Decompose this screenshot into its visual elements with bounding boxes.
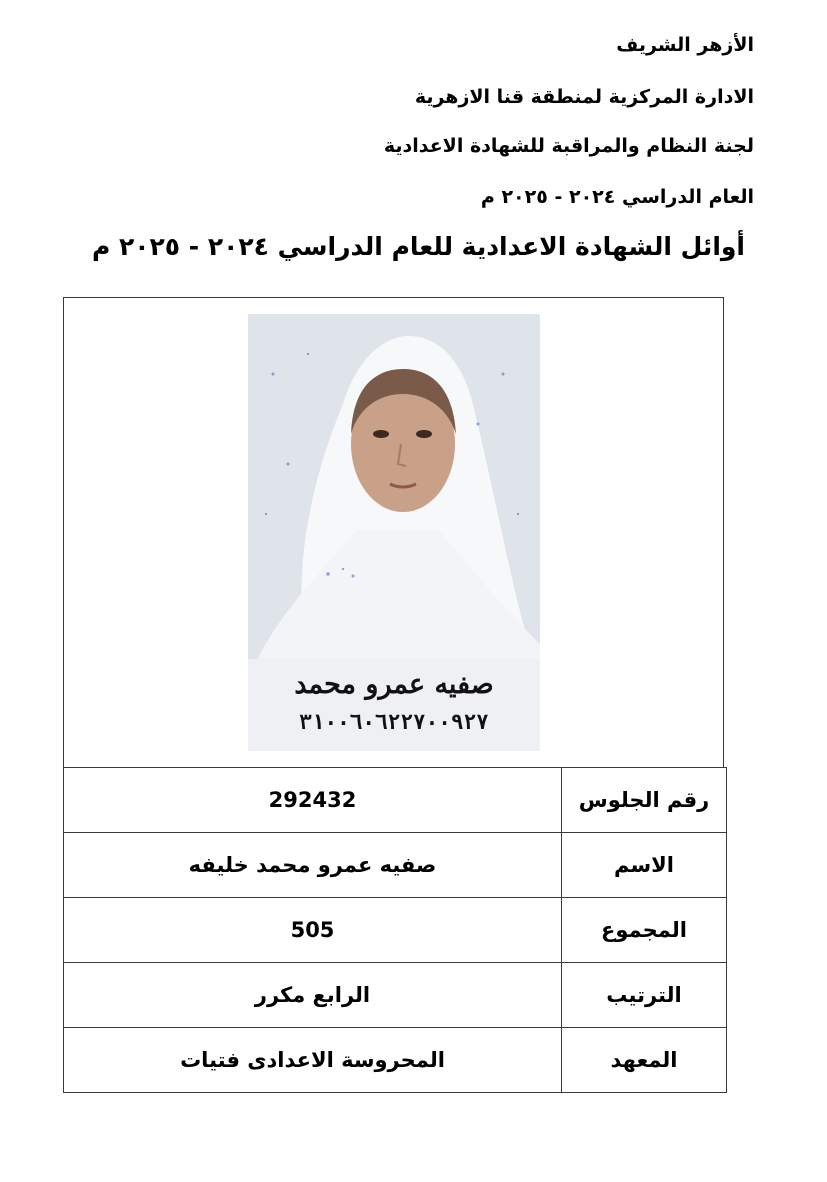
photo-caption-name: صفيه عمرو محمد — [294, 669, 494, 700]
total-label: المجموع — [562, 898, 727, 963]
table-row-institute — [64, 1028, 727, 1093]
header-administration: الادارة المركزية لمنطقة قنا الازهرية — [414, 86, 754, 108]
rank-value: الرابع مكرر — [64, 963, 562, 1028]
table-row-name — [64, 833, 727, 898]
student-photo — [248, 314, 540, 751]
institute-value: المحروسة الاعدادى فتيات — [64, 1028, 562, 1093]
seat-number-value: 292432 — [64, 768, 562, 833]
page-title: أوائل الشهادة الاعدادية للعام الدراسي ٢٠٢٤ - ٢٠٢٥ م — [92, 232, 745, 261]
table-row-rank — [64, 963, 727, 1028]
name-value: صفيه عمرو محمد خليفه — [64, 833, 562, 898]
table-row-seat-number — [64, 768, 727, 833]
seat-number-label: رقم الجلوس — [562, 768, 727, 833]
header-committee: لجنة النظام والمراقبة للشهادة الاعدادية — [383, 135, 754, 157]
table-row-total — [64, 898, 727, 963]
header-academic-year: العام الدراسي ٢٠٢٤ - ٢٠٢٥ م — [480, 186, 754, 208]
institute-label: المعهد — [562, 1028, 727, 1093]
name-label: الاسم — [562, 833, 727, 898]
rank-label: الترتيب — [562, 963, 727, 1028]
photo-frame — [63, 297, 724, 767]
photo-caption-national-id: ٣١٠٠٦٠٦٢٢٧٠٠٩٢٧ — [299, 710, 489, 734]
header-organization: الأزهر الشريف — [616, 34, 754, 56]
student-info-table — [63, 767, 727, 1093]
total-value: 505 — [64, 898, 562, 963]
